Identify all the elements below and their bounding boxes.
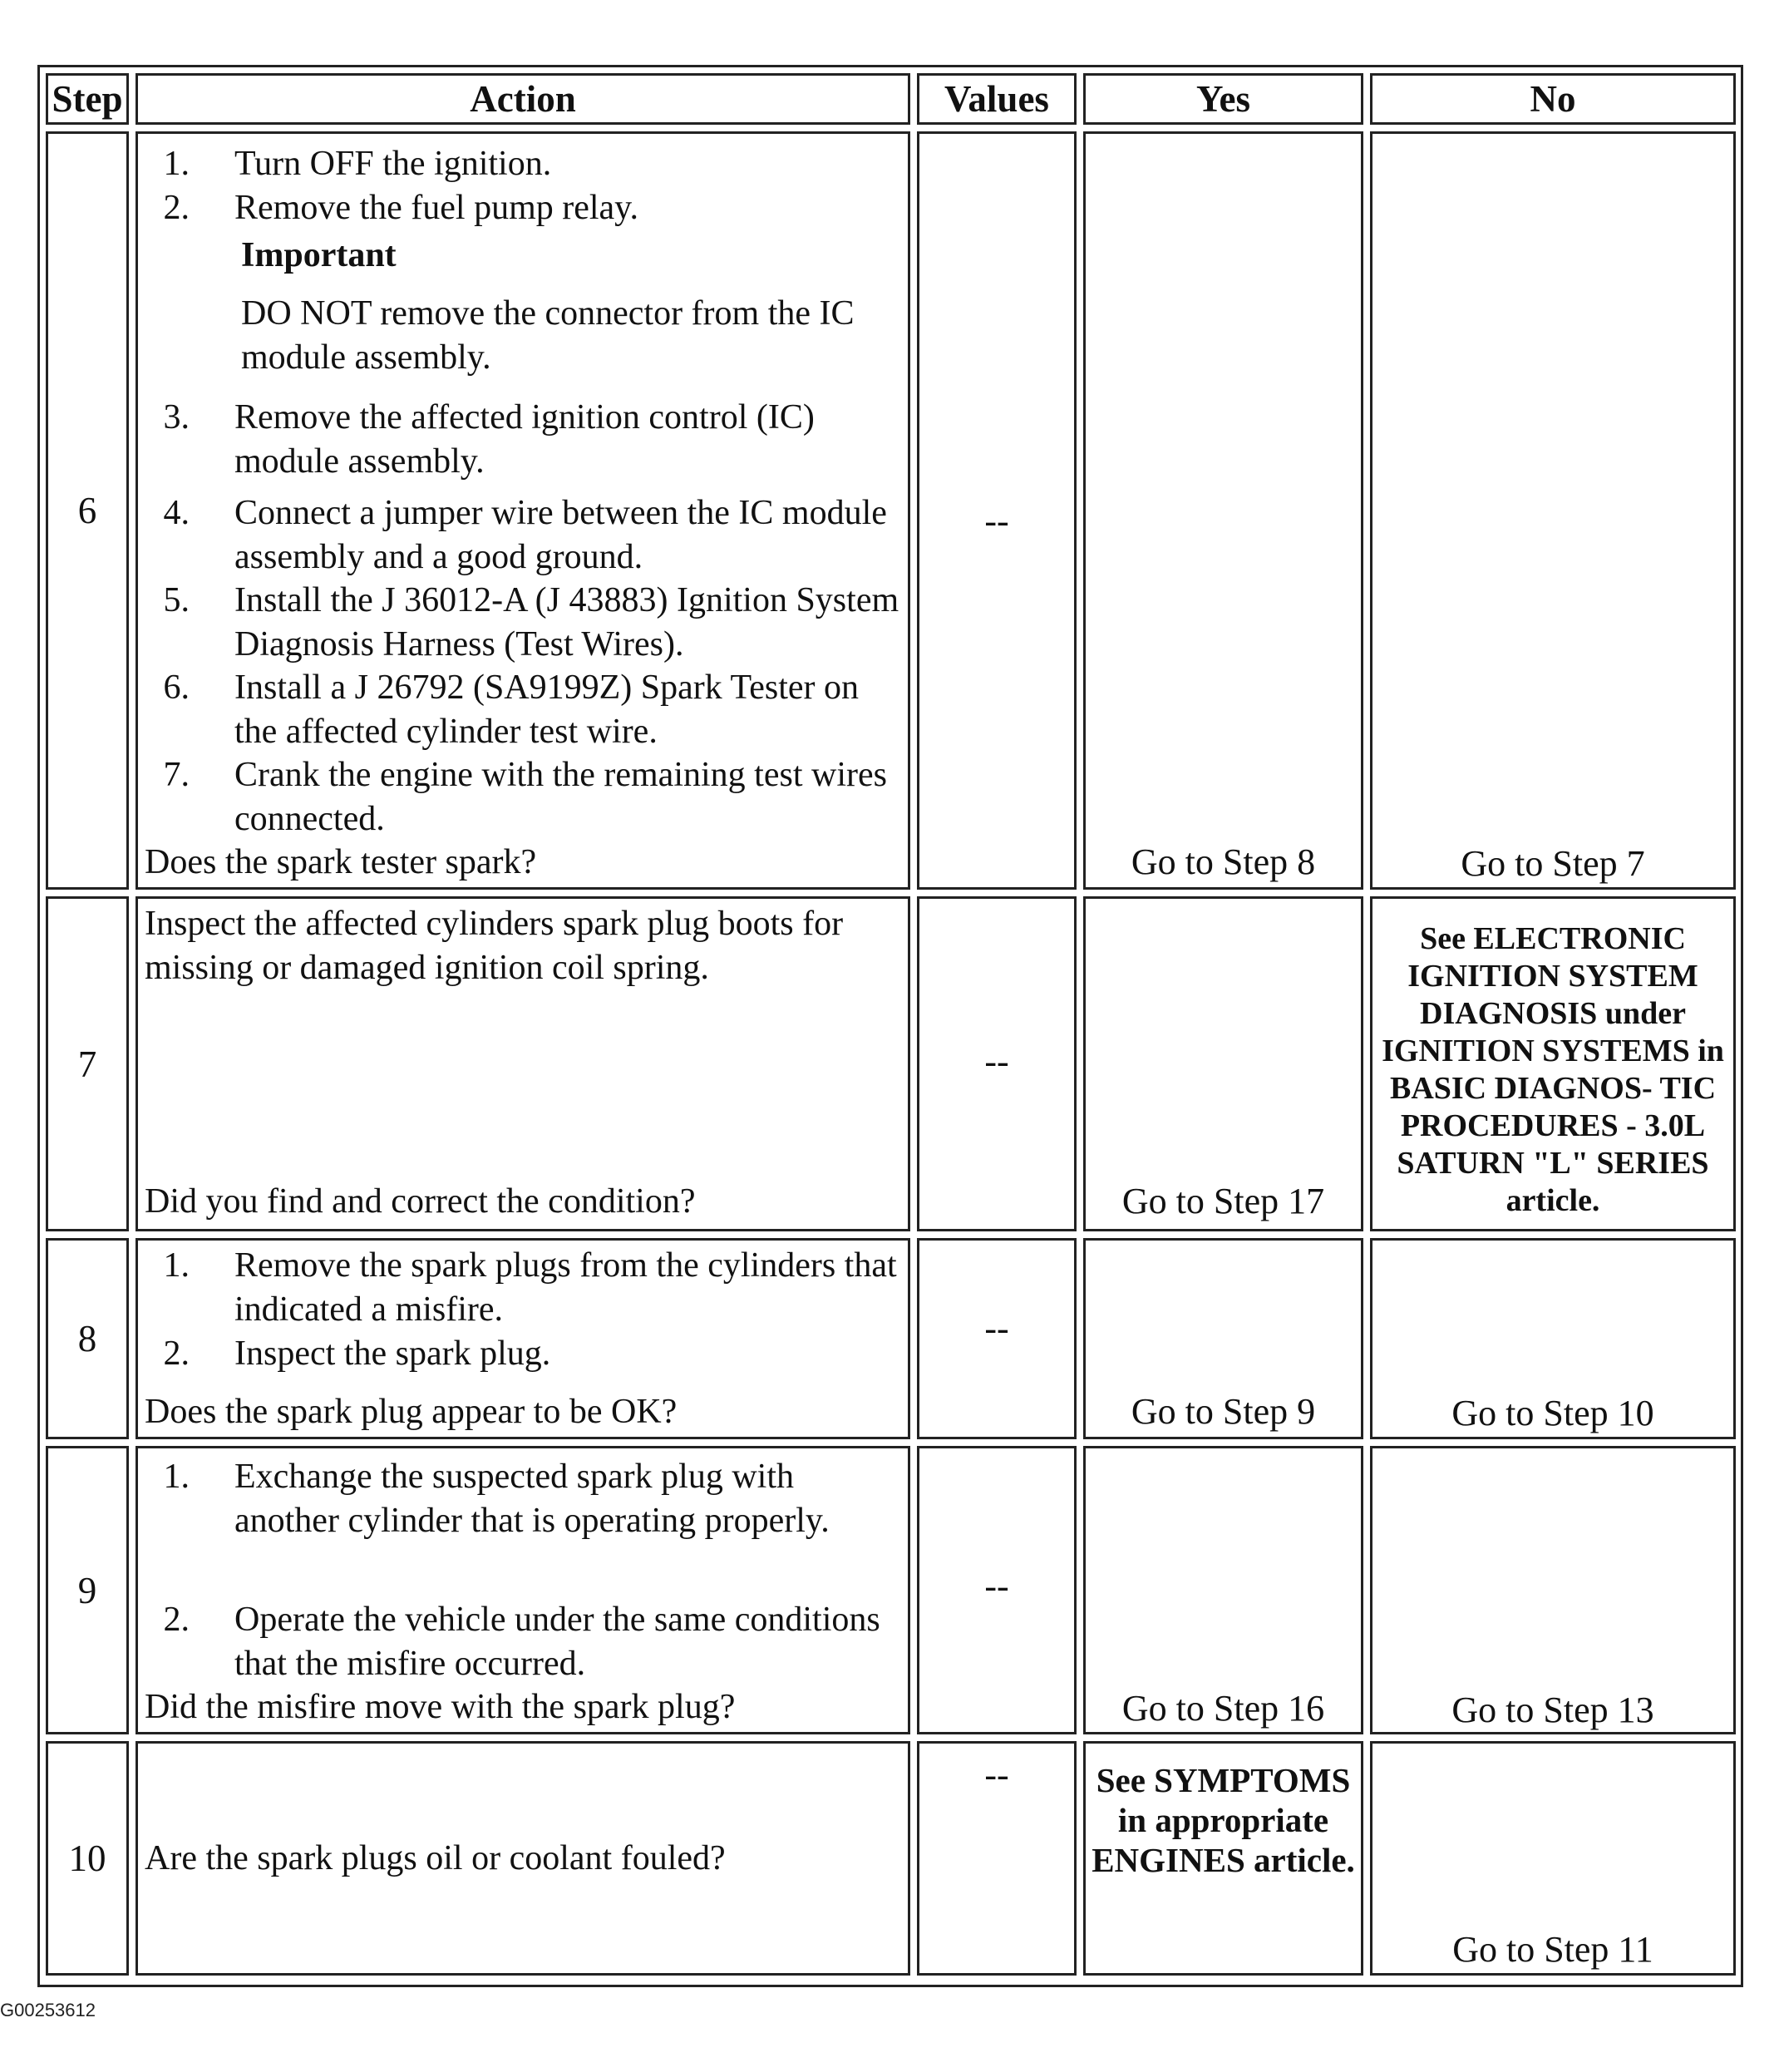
values-cell [917, 1446, 1077, 1734]
no-goto-text: Go to Step 10 [1451, 1393, 1654, 1433]
no-goto-text: Go to Step 13 [1451, 1690, 1654, 1730]
question-text: Did the misfire move with the spark plug? [145, 1688, 736, 1726]
yes-cell [1083, 896, 1363, 1231]
item-number: 3. [163, 398, 190, 437]
step-number: 8 [46, 1238, 129, 1439]
item-text: Install a J 26792 (SA9199Z) Spark Tester on the affected cylinder test wire. [234, 668, 860, 751]
important-note: DO NOT remove the connector from the IC module assembly. [241, 294, 855, 377]
item-text: Crank the engine with the remaining test wires connected. [234, 756, 887, 838]
header-values: Values [917, 73, 1077, 125]
item-number: 6. [163, 668, 190, 707]
action-cell-step-6 [136, 131, 910, 890]
step-number: 9 [46, 1446, 129, 1734]
item-number: 2. [163, 189, 190, 227]
action-cell-step-7 [136, 896, 910, 1231]
item-text: Remove the spark plugs from the cylinders that indicated a misfire. [234, 1246, 897, 1329]
action-cell-step-10 [136, 1741, 910, 1976]
yes-cell [1083, 1446, 1363, 1734]
question-text: Did you find and correct the condition? [145, 1182, 696, 1221]
item-text: Remove the affected ignition control (IC) module assembly. [234, 398, 815, 481]
item-number: 2. [163, 1601, 190, 1639]
value-text: -- [984, 1041, 1009, 1082]
item-text: Exchange the suspected spark plug with another cylinder that is operating properly. [234, 1458, 830, 1540]
item-text: Install the J 36012-A (J 43883) Ignition System Diagnosis Harness (Test Wires). [234, 581, 899, 664]
question-text: Does the spark plug appear to be OK? [145, 1393, 678, 1431]
no-cell [1370, 1741, 1736, 1976]
item-number: 5. [163, 581, 190, 619]
yes-cell [1083, 1741, 1363, 1976]
values-cell [917, 1238, 1077, 1439]
action-cell-step-9 [136, 1446, 910, 1734]
no-cell [1370, 131, 1736, 890]
header-step: Step [46, 73, 129, 125]
item-number: 1. [163, 1246, 190, 1285]
no-cell [1370, 896, 1736, 1231]
step-number: 7 [46, 896, 129, 1231]
question-text: Are the spark plugs oil or coolant fouled? [145, 1839, 726, 1877]
header-no: No [1370, 73, 1736, 125]
item-number: 7. [163, 756, 190, 794]
action-text: Inspect the affected cylinders spark plug boots for missing or damaged ignition coil spring. [145, 905, 844, 987]
step-number: 10 [46, 1741, 129, 1976]
no-cell [1370, 1238, 1736, 1439]
question-text: Does the spark tester spark? [145, 843, 537, 881]
values-cell [917, 131, 1077, 890]
no-cell [1370, 1446, 1736, 1734]
values-cell [917, 896, 1077, 1231]
yes-reference-text: See SYMPTOMS in appropriate ENGINES article. [1092, 1761, 1355, 1879]
values-cell [917, 1741, 1077, 1976]
no-goto-text: Go to Step 11 [1452, 1929, 1653, 1970]
yes-goto-text: Go to Step 8 [1131, 841, 1316, 882]
item-text: Turn OFF the ignition. [234, 145, 552, 183]
action-cell-step-8 [136, 1238, 910, 1439]
value-text: -- [984, 501, 1009, 541]
item-text: Connect a jumper wire between the IC module assembly and a good ground. [234, 494, 887, 576]
value-text: -- [984, 1308, 1009, 1349]
no-reference-text: See ELECTRONIC IGNITION SYSTEM DIAGNOSIS under IGNITION SYSTEMS in BASIC DIAGNOS- TIC PROCEDURES - 3.0L SATURN "L" SERIES article. [1382, 921, 1724, 1218]
yes-goto-text: Go to Step 17 [1121, 1181, 1325, 1221]
yes-cell [1083, 1238, 1363, 1439]
item-text: Operate the vehicle under the same conditions that the misfire occurred. [234, 1601, 880, 1683]
figure-id: G00253612 [0, 2000, 96, 2020]
important-heading: Important [241, 236, 397, 274]
yes-goto-text: Go to Step 16 [1121, 1688, 1325, 1729]
item-text: Inspect the spark plug. [234, 1334, 551, 1373]
value-text: -- [984, 1754, 1009, 1795]
item-number: 2. [163, 1334, 190, 1373]
item-number: 4. [163, 494, 190, 532]
value-text: -- [984, 1566, 1009, 1606]
no-goto-text: Go to Step 7 [1461, 843, 1645, 884]
step-number: 6 [46, 131, 129, 890]
header-action: Action [136, 73, 910, 125]
header-yes: Yes [1083, 73, 1363, 125]
item-number: 1. [163, 145, 190, 183]
yes-goto-text: Go to Step 9 [1131, 1391, 1316, 1432]
item-text: Remove the fuel pump relay. [234, 189, 638, 227]
yes-cell [1083, 131, 1363, 890]
item-number: 1. [163, 1458, 190, 1496]
